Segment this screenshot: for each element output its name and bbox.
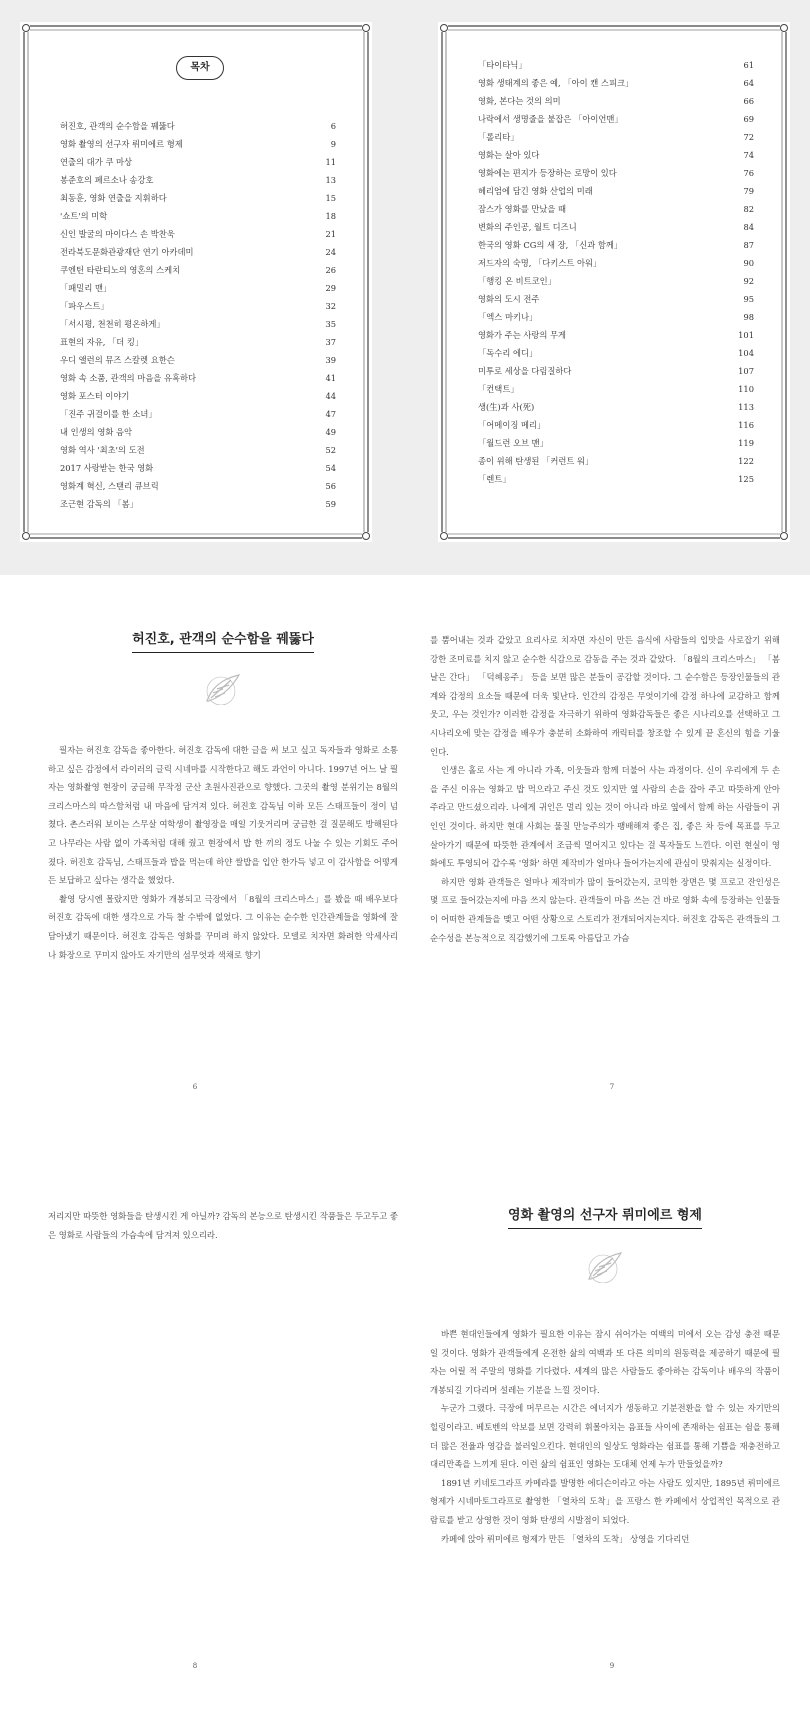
toc-entry-title: 영화 생태계의 좋은 예, 「아이 캔 스피크」 — [478, 78, 634, 88]
toc-entry — [478, 146, 754, 164]
toc-entry-title: 영화는 살아 있다 — [478, 150, 540, 160]
toc-entry — [60, 387, 336, 405]
toc-entry-page: 107 — [738, 366, 754, 376]
toc-entry-title: 헤리엄에 담긴 영화 산업의 미래 — [478, 186, 593, 196]
toc-entry-title: 영화 포스터 이야기 — [60, 391, 130, 401]
toc-entry-page: 104 — [738, 348, 754, 358]
toc-entry-title: 「렌트」 — [478, 474, 511, 484]
page-6 — [48, 628, 398, 964]
toc-list-right — [478, 56, 754, 488]
toc-entry — [478, 362, 754, 380]
toc-heading: 목차 — [176, 56, 224, 80]
toc-entry-title: 「컨택트」 — [478, 384, 519, 394]
toc-entry — [60, 423, 336, 441]
toc-entry-title: 「파우스트」 — [60, 301, 109, 311]
toc-entry — [60, 315, 336, 333]
toc-entry-page: 59 — [325, 499, 336, 509]
page-7 — [430, 631, 780, 947]
toc-entry-title: 연출의 대가 쿠 마상 — [60, 157, 133, 167]
toc-entry-title: 영화의 도시 전주 — [478, 294, 540, 304]
paragraph: 카페에 앉아 뤼미에르 형제가 만든 「열차의 도착」 상영을 기다리던 — [441, 1533, 690, 1544]
toc-entry — [478, 218, 754, 236]
toc-entry-page: 29 — [325, 283, 336, 293]
toc-entry — [60, 351, 336, 369]
feather-ornament-icon — [583, 1249, 627, 1283]
page-9 — [430, 1204, 780, 1548]
toc-entry — [60, 171, 336, 189]
toc-entry-title: 「어메이징 메리」 — [478, 420, 546, 430]
toc-entry-page: 37 — [325, 337, 336, 347]
toc-entry — [60, 243, 336, 261]
toc-entry-page: 95 — [743, 294, 754, 304]
toc-entry — [478, 128, 754, 146]
toc-entry — [60, 207, 336, 225]
toc-entry-title: 봉준호의 페르소나 송강호 — [60, 175, 154, 185]
toc-entry-title: 「엑스 마키나」 — [478, 312, 538, 322]
toc-entry — [60, 369, 336, 387]
toc-entry-page: 9 — [330, 139, 336, 149]
toc-entry-page: 122 — [738, 456, 754, 466]
toc-entry-title: 미투로 세상을 다림질하다 — [478, 366, 572, 376]
toc-entry-page: 41 — [325, 373, 336, 383]
toc-entry — [60, 261, 336, 279]
toc-entry-title: 한국의 영화 CG의 새 장, 「신과 함께」 — [478, 240, 623, 250]
toc-entry-page: 54 — [325, 463, 336, 473]
toc-entry-title: 저드자의 숙명, 「다키스트 아워」 — [478, 258, 602, 268]
toc-entry — [60, 459, 336, 477]
paragraph: 인생은 홀로 사는 게 아니라 가족, 이웃들과 함께 더불어 사는 과정이다. 신이 우리에게 두 손을 주신 이유는 영화고 밥 먹으라고 주신 것도 있지만 옆 사람의 손을 잡아 주고 따뜻하게 안아 주라고 만드셨으리라. 나에게 귀인은 멀리 있는 것이 아니라 바로 옆에서 함께 하는 사람들이 귀인인 것이다. 하지만 현대 사회는 물질 만능주의가 팽배해져 좋은 집, 좋은 차 등에 목표를 두고 살아가기 때문에 따뜻한 관계에서 조금씩 멀어지고 있다는 걸 목자들도 느낀다. 이런 현실이 영화에도 투영되어 갑수록 '영화' 하면 제작비가 얼마나 들어가는지에 관심이 맞춰지는 실정이다. — [430, 765, 780, 869]
toc-entry — [478, 200, 754, 218]
toc-entry-page: 125 — [738, 474, 754, 484]
toc-entry — [478, 308, 754, 326]
toc-entry — [478, 164, 754, 182]
toc-entry-page: 49 — [325, 427, 336, 437]
toc-list-left — [60, 117, 336, 513]
toc-entry — [478, 416, 754, 434]
toc-entry-title: 영화 속 소품, 관객의 마음을 유혹하다 — [60, 373, 197, 383]
paragraph: 를 뿜어내는 것과 같았고 요리사로 치자면 자신이 만든 음식에 사람들의 입맛을 사로잡기 위해 강한 조미료를 치지 않고 순수한 식감으로 감동을 주는 것과 같았다. 「8월의 크리스마스」 「봄날은 간다」 「덕혜옹주」 등을 보면 많은 분들이 공감할 것이다. 그 순수함은 등장인물들의 관계와 감정의 요소들 때문에 더욱 빛난다. 인간의 감정은 무엇이기에 감정 하나에 교감하고 함께 웃고, 우는 것인가? 이러한 감정을 자극하기 위하여 영화감독들은 좋은 시나리오를 선택하고 그 시나리오에 맞는 감정을 배우가 충분히 소화하여 캐릭터를 창조할 수 있게 끝 혼신의 힘을 기울인다. — [430, 635, 780, 757]
toc-entry — [478, 398, 754, 416]
page-8 — [48, 1207, 398, 1244]
toc-entry-title: 「서시평, 천천히 평온하게」 — [60, 319, 165, 329]
page-number: 7 — [609, 1083, 615, 1091]
toc-entry — [478, 272, 754, 290]
toc-entry-title: 변화의 주인공, 월트 디즈니 — [478, 222, 577, 232]
toc-entry — [478, 254, 754, 272]
feather-ornament-icon — [201, 671, 245, 705]
toc-entry — [60, 441, 336, 459]
toc-entry-title: 나락에서 생명줄을 붙잡은 「아이언맨」 — [478, 114, 623, 124]
toc-entry-title: 허진호, 관객의 순수함을 꿰뚫다 — [60, 121, 175, 131]
toc-entry — [478, 380, 754, 398]
toc-entry-page: 66 — [743, 96, 754, 106]
toc-entry-title: 전라북도문화관광재단 연기 아카데미 — [60, 247, 194, 257]
toc-entry-title: 「독수리 에디」 — [478, 348, 538, 358]
toc-entry-page: 119 — [738, 438, 754, 448]
toc-entry — [478, 326, 754, 344]
toc-entry — [478, 110, 754, 128]
body-text — [430, 631, 780, 947]
toc-entry-page: 113 — [738, 402, 754, 412]
toc-entry — [60, 333, 336, 351]
toc-entry-title: 우디 앨런의 뮤즈 스칼렛 요한슨 — [60, 355, 175, 365]
toc-entry-title: 잠스가 영화를 만났을 때 — [478, 204, 567, 214]
paragraph: 촬영 당시엔 몰랐지만 영화가 개봉되고 극장에서 「8월의 크리스마스」를 봤을 때 배우보다 허진호 감독에 대한 생각으로 가득 찰 수밖에 없었다. 그 이유는 순수한 인간관계들을 영화에 잘 담아냈기 때문이다. 허진호 감독은 영화를 꾸미려 하지 않았다. 모델로 치자면 화려한 악세사리나 화장으로 꾸미지 않아도 자기만의 섬무엇과 색채로 향기 — [48, 893, 398, 960]
toc-entry-page: 69 — [743, 114, 754, 124]
body-text — [48, 741, 398, 964]
toc-entry-page: 64 — [743, 78, 754, 88]
toc-entry — [60, 477, 336, 495]
chapter-title: 영화 촬영의 선구자 뤼미에르 형제 — [430, 1204, 780, 1229]
toc-entry — [478, 344, 754, 362]
toc-entry-title: 쿠엔틴 타란티노의 영혼의 스케치 — [60, 265, 181, 275]
toc-entry-page: 35 — [325, 319, 336, 329]
toc-entry-page: 18 — [325, 211, 336, 221]
toc-entry — [478, 236, 754, 254]
toc-entry-page: 52 — [325, 445, 336, 455]
toc-entry-page: 21 — [325, 229, 336, 239]
chapter-title: 허진호, 관객의 순수함을 꿰뚫다 — [48, 628, 398, 653]
toc-entry-page: 79 — [743, 186, 754, 196]
toc-entry-page: 101 — [738, 330, 754, 340]
toc-entry — [478, 470, 754, 488]
page-number: 9 — [609, 1662, 615, 1670]
toc-entry-title: 영화, 본다는 것의 의미 — [478, 96, 561, 106]
toc-entry-page: 76 — [743, 168, 754, 178]
toc-entry-page: 72 — [743, 132, 754, 142]
toc-entry — [478, 56, 754, 74]
toc-entry — [60, 495, 336, 513]
toc-entry-title: 「진주 귀걸이를 한 소녀」 — [60, 409, 157, 419]
toc-entry — [60, 117, 336, 135]
paragraph: 필자는 허진호 감독을 좋아한다. 허진호 감독에 대한 글을 써 보고 싶고 독자들과 영화로 소통하고 싶은 감정에서 라이러의 글릭 시네마를 시작한다고 해도 과언이 아니다. 1997년 어느 날 필자는 영화촬영 현장이 궁금해 무작정 군산 초원사진관으로 향했다. 그곳의 촬영 분위기는 8월의 크리스마스의 따스함처럼 내 마음에 담겨져 있다. 허진호 감독님 이하 모든 스태프들이 정이 넘쳤다. 촌스러워 보이는 스무살 여학생이 촬영장을 매일 기웃거리며 궁금한 걸 질문해도 방해된다고 나무라는 사람 없이 가족처럼 대해 줬고 현장에서 밥 한 끼의 정도 나눌 수 있는 기회도 주어졌다. 허진호 감독님, 스태프들과 밥을 먹는데 하얀 쌀밥을 입안 한가득 넣고 이 감사함을 어떻게든 보답하고 싶다는 생각을 했었다. — [48, 745, 398, 886]
toc-entry-page: 61 — [743, 60, 754, 70]
toc-entry-page: 32 — [325, 301, 336, 311]
toc-entry-title: 「타이타닉」 — [478, 60, 527, 70]
toc-entry-title: '쇼트'의 미학 — [60, 211, 108, 221]
paragraph: 1891년 키네토그라프 카메라를 발명한 에디슨이라고 아는 사람도 있지만, 1895년 뤼미에르 형제가 시네마토그라프로 촬영한 「열차의 도착」을 프랑스 한 카페에서 상업적인 목적으로 관람료를 받고 상영한 것이 영화 탄생의 시발점이 되었다. — [430, 1477, 780, 1525]
body-text — [430, 1325, 780, 1548]
toc-entry — [60, 405, 336, 423]
toc-entry — [478, 452, 754, 470]
toc-entry — [60, 225, 336, 243]
toc-entry-title: 「패밀리 맨」 — [60, 283, 112, 293]
toc-entry-page: 74 — [743, 150, 754, 160]
paragraph: 바쁜 현대인들에게 영화가 필요한 이유는 잠시 쉬어가는 여백의 미에서 오는 감성 충전 때문일 것이다. 영화가 관객들에게 온전한 삶의 여백과 또 다른 의미의 원동력을 제공하기 때문에 필자는 어릴 적 주말의 명화를 기다렸다. 세계의 많은 사람들도 좋아하는 감독이나 배우의 작품이 개봉되길 기다리며 설레는 기분을 느낄 것이다. — [430, 1329, 780, 1395]
body-text — [48, 1207, 398, 1244]
toc-entry-page: 44 — [325, 391, 336, 401]
toc-entry-title: 영화가 주는 사랑의 무게 — [478, 330, 567, 340]
toc-entry — [60, 297, 336, 315]
toc-entry-title: 영화 역사 '최초'의 도전 — [60, 445, 145, 455]
toc-entry-page: 11 — [325, 157, 336, 167]
toc-entry-page: 13 — [325, 175, 336, 185]
toc-entry-page: 26 — [325, 265, 336, 275]
paragraph: 저리지만 따뜻한 영화들을 탄생시킨 게 아닐까? 감독의 본능으로 탄생시킨 작품들은 두고두고 좋은 영화로 사람들의 가슴속에 담겨져 있으리라. — [48, 1211, 398, 1240]
toc-entry-page: 116 — [738, 420, 754, 430]
toc-entry-page: 39 — [325, 355, 336, 365]
toc-entry-page: 47 — [325, 409, 336, 419]
toc-entry-title: 「롤리타」 — [478, 132, 519, 142]
toc-entry-title: 「행킹 온 비트코인」 — [478, 276, 556, 286]
toc-entry-page: 87 — [743, 240, 754, 250]
toc-entry — [478, 290, 754, 308]
toc-entry — [478, 182, 754, 200]
toc-entry — [60, 135, 336, 153]
toc-entry-title: 조근현 감독의 「봄」 — [60, 499, 138, 509]
toc-entry-title: 생(生)과 사(死) — [478, 402, 535, 412]
toc-entry-title: 2017 사랑받는 한국 영화 — [60, 463, 154, 473]
toc-entry-page: 84 — [743, 222, 754, 232]
paragraph: 누군가 그랬다. 극장에 머무르는 시간은 에너지가 생동하고 기분전환을 할 수 있는 자기만의 힐링이라고. 베토벤의 악보를 보면 강력히 휘몰아치는 음표들 사이에 존재하는 쉼표는 쉼을 통해 더 많은 전율과 영감을 불러일으킨다. 현대인의 일상도 영화라는 쉼표를 통해 기쁨을 재충전하고 대리만족을 느끼게 된다. 이런 삶의 쉼표인 영화는 도대체 언제 누가 만들었을까? — [430, 1403, 780, 1470]
toc-spread — [0, 0, 810, 575]
toc-entry — [478, 74, 754, 92]
toc-entry-title: 영화계 혁신, 스탠리 큐브릭 — [60, 481, 159, 491]
page-number: 8 — [192, 1662, 198, 1670]
toc-entry-title: 표현의 자유, 「더 킹」 — [60, 337, 144, 347]
toc-entry-page: 110 — [738, 384, 754, 394]
toc-entry-title: 영화 촬영의 선구자 뤼미에르 형제 — [60, 139, 183, 149]
toc-entry-title: 최동훈, 영화 연출을 지휘하다 — [60, 193, 167, 203]
toc-entry-title: 내 인생의 영화 음악 — [60, 427, 133, 437]
toc-entry — [60, 153, 336, 171]
toc-entry-page: 82 — [743, 204, 754, 214]
toc-entry-title: 「월드런 오브 맨」 — [478, 438, 548, 448]
toc-entry-title: 종이 위해 탄생된 「커런트 워」 — [478, 456, 594, 466]
toc-entry-page: 90 — [743, 258, 754, 268]
paragraph: 하지만 영화 관객들은 얼마나 제작비가 많이 들어갔는지, 코믹한 장면은 몇 프로고 잔인성은 몇 프로 들어갔는지에 마음 쓰지 않는다. 관객들이 마음 쓰는 건 바로 영화 속에 등장하는 인물들이 어떠한 관계들을 맺고 어떤 상황으로 스토리가 전개되어지는지다. 허진호 감독은 관객들의 그 순수성을 본능적으로 직감했기에 그토록 아름답고 가슴 — [430, 876, 780, 943]
toc-entry-title: 영화에는 편지가 등장하는 로망이 있다 — [478, 168, 617, 178]
toc-page-left — [20, 22, 372, 542]
toc-entry — [478, 434, 754, 452]
toc-entry-page: 6 — [330, 121, 336, 131]
toc-entry-page: 15 — [325, 193, 336, 203]
toc-entry — [60, 189, 336, 207]
page-number: 6 — [192, 1083, 198, 1091]
toc-entry-page: 92 — [743, 276, 754, 286]
toc-entry — [60, 279, 336, 297]
toc-entry-page: 24 — [325, 247, 336, 257]
toc-entry-page: 98 — [743, 312, 754, 322]
toc-page-right — [438, 22, 790, 542]
toc-entry-title: 신인 발굴의 마이다스 손 박찬욱 — [60, 229, 175, 239]
toc-entry — [478, 92, 754, 110]
toc-entry-page: 56 — [325, 481, 336, 491]
